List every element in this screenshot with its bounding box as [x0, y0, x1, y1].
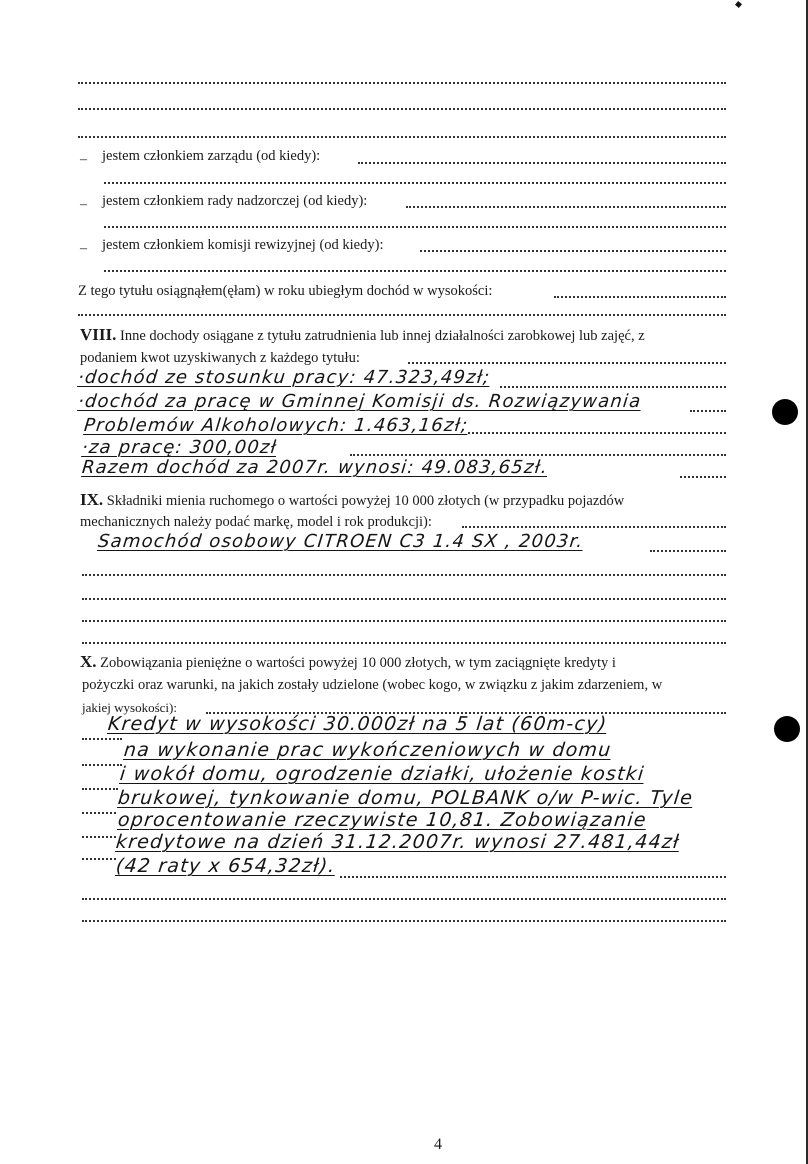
dotted-line	[82, 898, 726, 900]
dotted-line	[82, 920, 726, 922]
dotted-line	[78, 108, 726, 110]
handwritten-line: na wykonanie prac wykończeniowych w domu	[122, 739, 613, 761]
scan-speck	[735, 1, 742, 8]
section-text: Inne dochody osiągane z tytułu zatrudnienia lub innej działalności zarobkowej lub zajęć, z	[120, 328, 645, 344]
punch-hole	[774, 716, 800, 742]
dotted-line	[78, 136, 726, 138]
handwritten-line: Problemów Alkoholowych: 1.463,16zł;	[82, 415, 470, 436]
handwritten-line: kredytowe na dzień 31.12.2007r. wynosi 27.481,44zł	[114, 831, 681, 853]
dotted-line	[82, 598, 726, 600]
punch-hole	[772, 399, 798, 425]
section-number: X.	[80, 652, 97, 671]
dotted-line	[82, 788, 118, 790]
handwritten-line: (42 raty x 654,32zł).	[114, 855, 337, 877]
section-x-heading	[80, 654, 616, 671]
dotted-line	[340, 876, 726, 878]
audit-committee-label: jestem członkiem komisji rewizyjnej (od kiedy):	[102, 237, 384, 253]
dotted-line	[468, 432, 726, 434]
section-viii-text: podaniem kwot uzyskiwanych z każdego tytułu:	[80, 350, 360, 366]
handwritten-line: ·za pracę: 300,00zł	[80, 437, 279, 458]
dotted-line	[500, 386, 726, 388]
page-number: 4	[434, 1136, 442, 1153]
dotted-line	[680, 476, 726, 478]
dotted-line	[82, 764, 122, 766]
dotted-line	[104, 270, 726, 272]
section-text: Zobowiązania pieniężne o wartości powyżej 10 000 złotych, w tym zaciągnięte kredyty i	[100, 655, 616, 671]
section-ix-text: mechanicznych należy podać markę, model i rok produkcji):	[80, 514, 432, 530]
dotted-line	[690, 410, 726, 412]
section-x-text: pożyczki oraz warunki, na jakich zostały udzielone (wobec kogo, w związku z jakim zdarzeniem, w	[82, 677, 663, 693]
dotted-line	[82, 858, 116, 860]
section-number: IX.	[80, 490, 104, 509]
dotted-line	[82, 738, 122, 740]
dotted-line	[408, 362, 726, 364]
dotted-line	[350, 454, 726, 456]
section-x-text: jakiej wysokości):	[82, 700, 177, 715]
handwritten-line: Kredyt w wysokości 30.000zł na 5 lat (60m-cy)	[106, 713, 609, 735]
section-number: VIII.	[80, 325, 117, 344]
section-text: Składniki mienia ruchomego o wartości powyżej 10 000 złotych (w przypadku pojazdów	[106, 493, 625, 509]
handwritten-line: ·dochód za pracę w Gminnej Komisji ds. Rozwiązywania	[76, 391, 643, 412]
handwritten-line: oprocentowanie rzeczywiste 10,81. Zobowiązanie	[116, 809, 648, 831]
supervisory-board-label: jestem członkiem rady nadzorczej (od kiedy):	[102, 193, 368, 209]
dotted-line	[82, 574, 726, 576]
dotted-line	[406, 206, 726, 208]
handwritten-line: i wokół domu, ogrodzenie działki, ułożenie kostki	[118, 763, 646, 785]
dotted-line	[82, 836, 116, 838]
handwritten-line: ·dochód ze stosunku pracy: 47.323,49zł;	[76, 367, 492, 388]
section-viii-heading	[80, 327, 645, 344]
handwritten-line: Razem dochód za 2007r. wynosi: 49.083,65zł.	[80, 457, 550, 478]
dotted-line	[78, 82, 726, 84]
handwritten-line: brukowej, tynkowanie domu, POLBANK o/w P-wic. Tyle	[116, 787, 695, 809]
bullet-dash: –	[80, 152, 87, 167]
dotted-line	[78, 314, 726, 316]
dotted-line	[104, 226, 726, 228]
dotted-line	[82, 812, 116, 814]
management-board-label: jestem członkiem zarządu (od kiedy):	[102, 148, 321, 164]
dotted-line	[82, 642, 726, 644]
dotted-line	[554, 296, 726, 298]
handwritten-line: Samochód osobowy CITROEN C3 1.4 SX , 2003r.	[96, 531, 585, 552]
bullet-dash: –	[80, 241, 87, 256]
dotted-line	[462, 526, 726, 528]
dotted-line	[650, 550, 726, 552]
section-ix-heading	[80, 492, 624, 509]
dotted-line	[104, 182, 726, 184]
dotted-line	[420, 250, 726, 252]
dotted-line	[82, 620, 726, 622]
income-label: Z tego tytułu osiągnąłem(ęłam) w roku ubiegłym dochód w wysokości:	[78, 283, 493, 299]
dotted-line	[358, 162, 726, 164]
bullet-dash: –	[80, 197, 87, 212]
